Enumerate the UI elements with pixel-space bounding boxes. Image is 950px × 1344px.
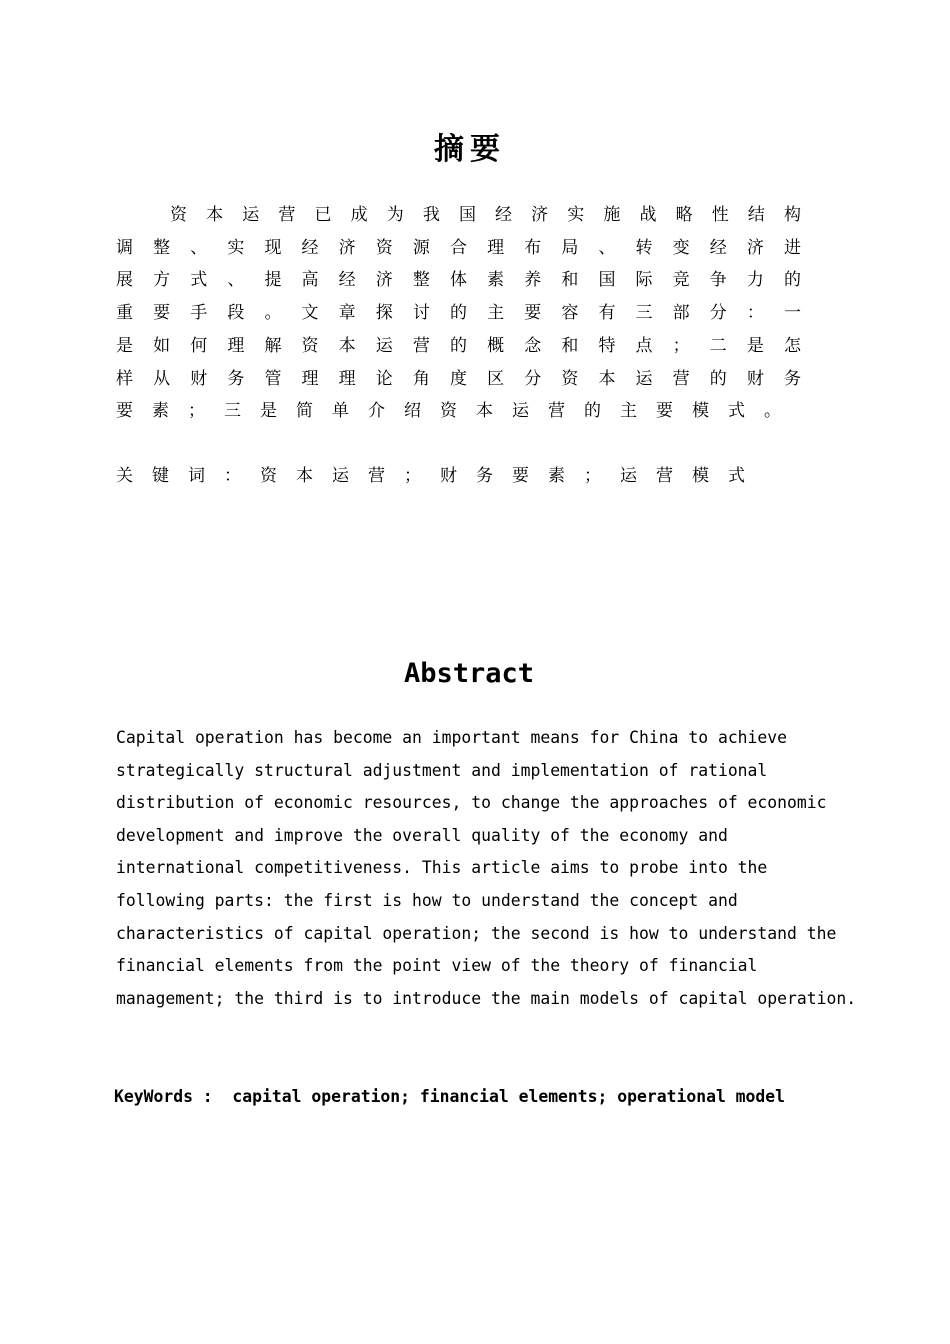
english-abstract-title: Abstract bbox=[403, 658, 535, 689]
english-abstract-line: strategically structural adjustment and implementation of rational bbox=[116, 760, 768, 780]
english-abstract-line: characteristics of capital operation; the second is how to understand the bbox=[116, 923, 837, 943]
english-abstract-line: management; the third is to introduce the main models of capital operation. bbox=[116, 988, 857, 1008]
english-abstract-line: following parts: the first is how to understand the concept and bbox=[116, 890, 738, 910]
english-abstract-line: Capital operation has become an important means for China to achieve bbox=[116, 728, 788, 747]
chinese-abstract-body: 资本运营已成为我国经济实施战略性结构调整、实现经济资源合理布局、转变经济进展方式、提高经济整体素养和国际竞争力的重要手段。文章探讨的主要容有三部分：一是如何理解资本运营的概念和特点；二是怎样从财务管理理论角度区分资本运营的财务要素；三是简单介绍资本运营的主要模式。 bbox=[116, 205, 820, 422]
chinese-keywords: 关键词：资本运营；财务要素；运营模式 bbox=[116, 466, 764, 486]
english-abstract-line: development and improve the overall quality of the economy and bbox=[116, 825, 728, 845]
chinese-abstract-title: 摘要 bbox=[434, 132, 506, 167]
english-abstract-body bbox=[116, 722, 857, 1015]
english-keywords: KeyWords : capital operation; financial elements; operational model bbox=[114, 1087, 786, 1106]
english-abstract-line: financial elements from the point view of the theory of financial bbox=[116, 956, 758, 976]
english-abstract-line: international competitiveness. This article aims to probe into the bbox=[116, 858, 768, 878]
english-abstract-line: distribution of economic resources, to change the approaches of economic bbox=[116, 793, 827, 813]
